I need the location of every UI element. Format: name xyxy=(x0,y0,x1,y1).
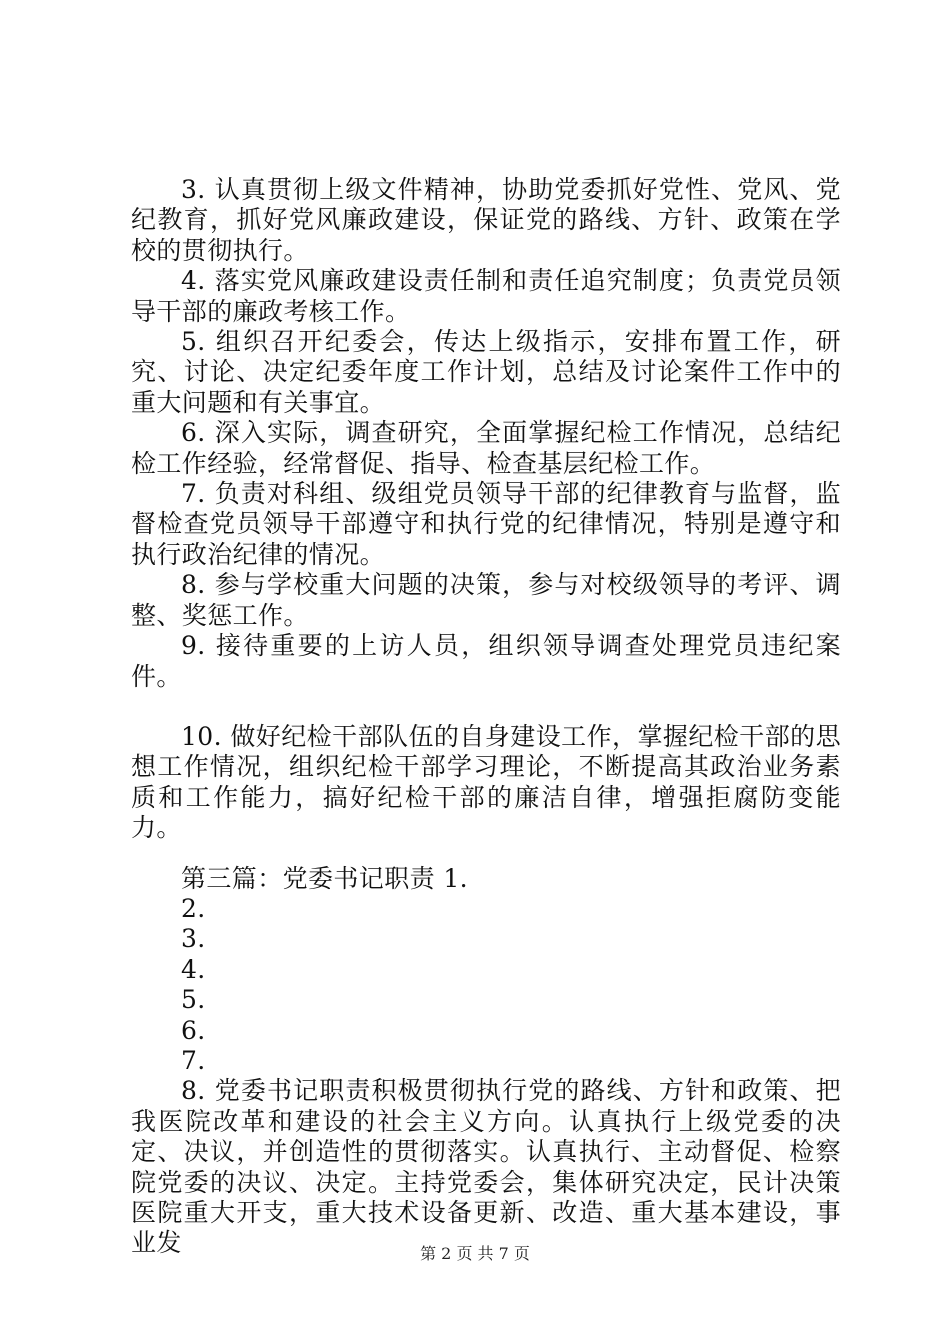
paragraph-spacer xyxy=(131,844,841,864)
paragraph-item-5: 5. 组织召开纪委会，传达上级指示，安排布置工作，研究、讨论、决定纪委年度工作计划，总结及讨论案件工作中的重大问题和有关事宜。 xyxy=(131,327,841,417)
paragraph-item-3: 3. 认真贯彻上级文件精神，协助党委抓好党性、党风、党纪教育，抓好党风廉政建设，保证党的路线、方针、政策在学校的贯彻执行。 xyxy=(131,175,841,265)
numbered-item: 3. xyxy=(181,924,206,954)
paragraph-item-7: 7. 负责对科组、级组党员领导干部的纪律教育与监督，监督检查党员领导干部遵守和执行党的纪律情况，特别是遵守和执行政治纪律的情况。 xyxy=(131,479,841,569)
paragraph-item-6: 6. 深入实际，调查研究，全面掌握纪检工作情况，总结纪检工作经验，经常督促、指导、检查基层纪检工作。 xyxy=(131,418,841,478)
paragraph-section3-item-8: 8. 党委书记职责积极贯彻执行党的路线、方针和政策、把我医院改革和建设的社会主义方向。认真执行上级党委的决定、决议，并创造性的贯彻落实。认真执行、主动督促、检察院党委的决议、决定。主持党委会，集体研究决定，民计决策医院重大开支，重大技术设备更新、改造、重大基本建设，事业发 xyxy=(131,1076,841,1258)
paragraph-item-8: 8. 参与学校重大问题的决策，参与对校级领导的考评、调整、奖惩工作。 xyxy=(131,570,841,630)
section-heading: 第三篇：党委书记职责 1. xyxy=(181,863,469,893)
paragraph-item-4: 4. 落实党风廉政建设责任制和责任追究制度；负责党员领导干部的廉政考核工作。 xyxy=(131,266,841,326)
paragraph-item-9: 9. 接待重要的上访人员，组织领导调查处理党员违纪案件。 xyxy=(131,631,841,691)
numbered-item: 2. xyxy=(181,893,206,923)
numbered-item: 5. xyxy=(181,985,206,1015)
numbered-item: 6. xyxy=(181,1015,206,1045)
numbered-item: 7. xyxy=(181,1045,206,1075)
paragraph-spacer xyxy=(131,692,841,722)
paragraph-item-10: 10. 做好纪检干部队伍的自身建设工作，掌握纪检干部的思想工作情况，组织纪检干部学习理论，不断提高其政治业务素质和工作能力，搞好纪检干部的廉洁自律，增强拒腐防变能力。 xyxy=(131,721,841,843)
numbered-item: 4. xyxy=(181,954,206,984)
document-body xyxy=(131,175,841,1259)
page-footer: 第 2 页 共 7 页 xyxy=(420,1244,530,1263)
